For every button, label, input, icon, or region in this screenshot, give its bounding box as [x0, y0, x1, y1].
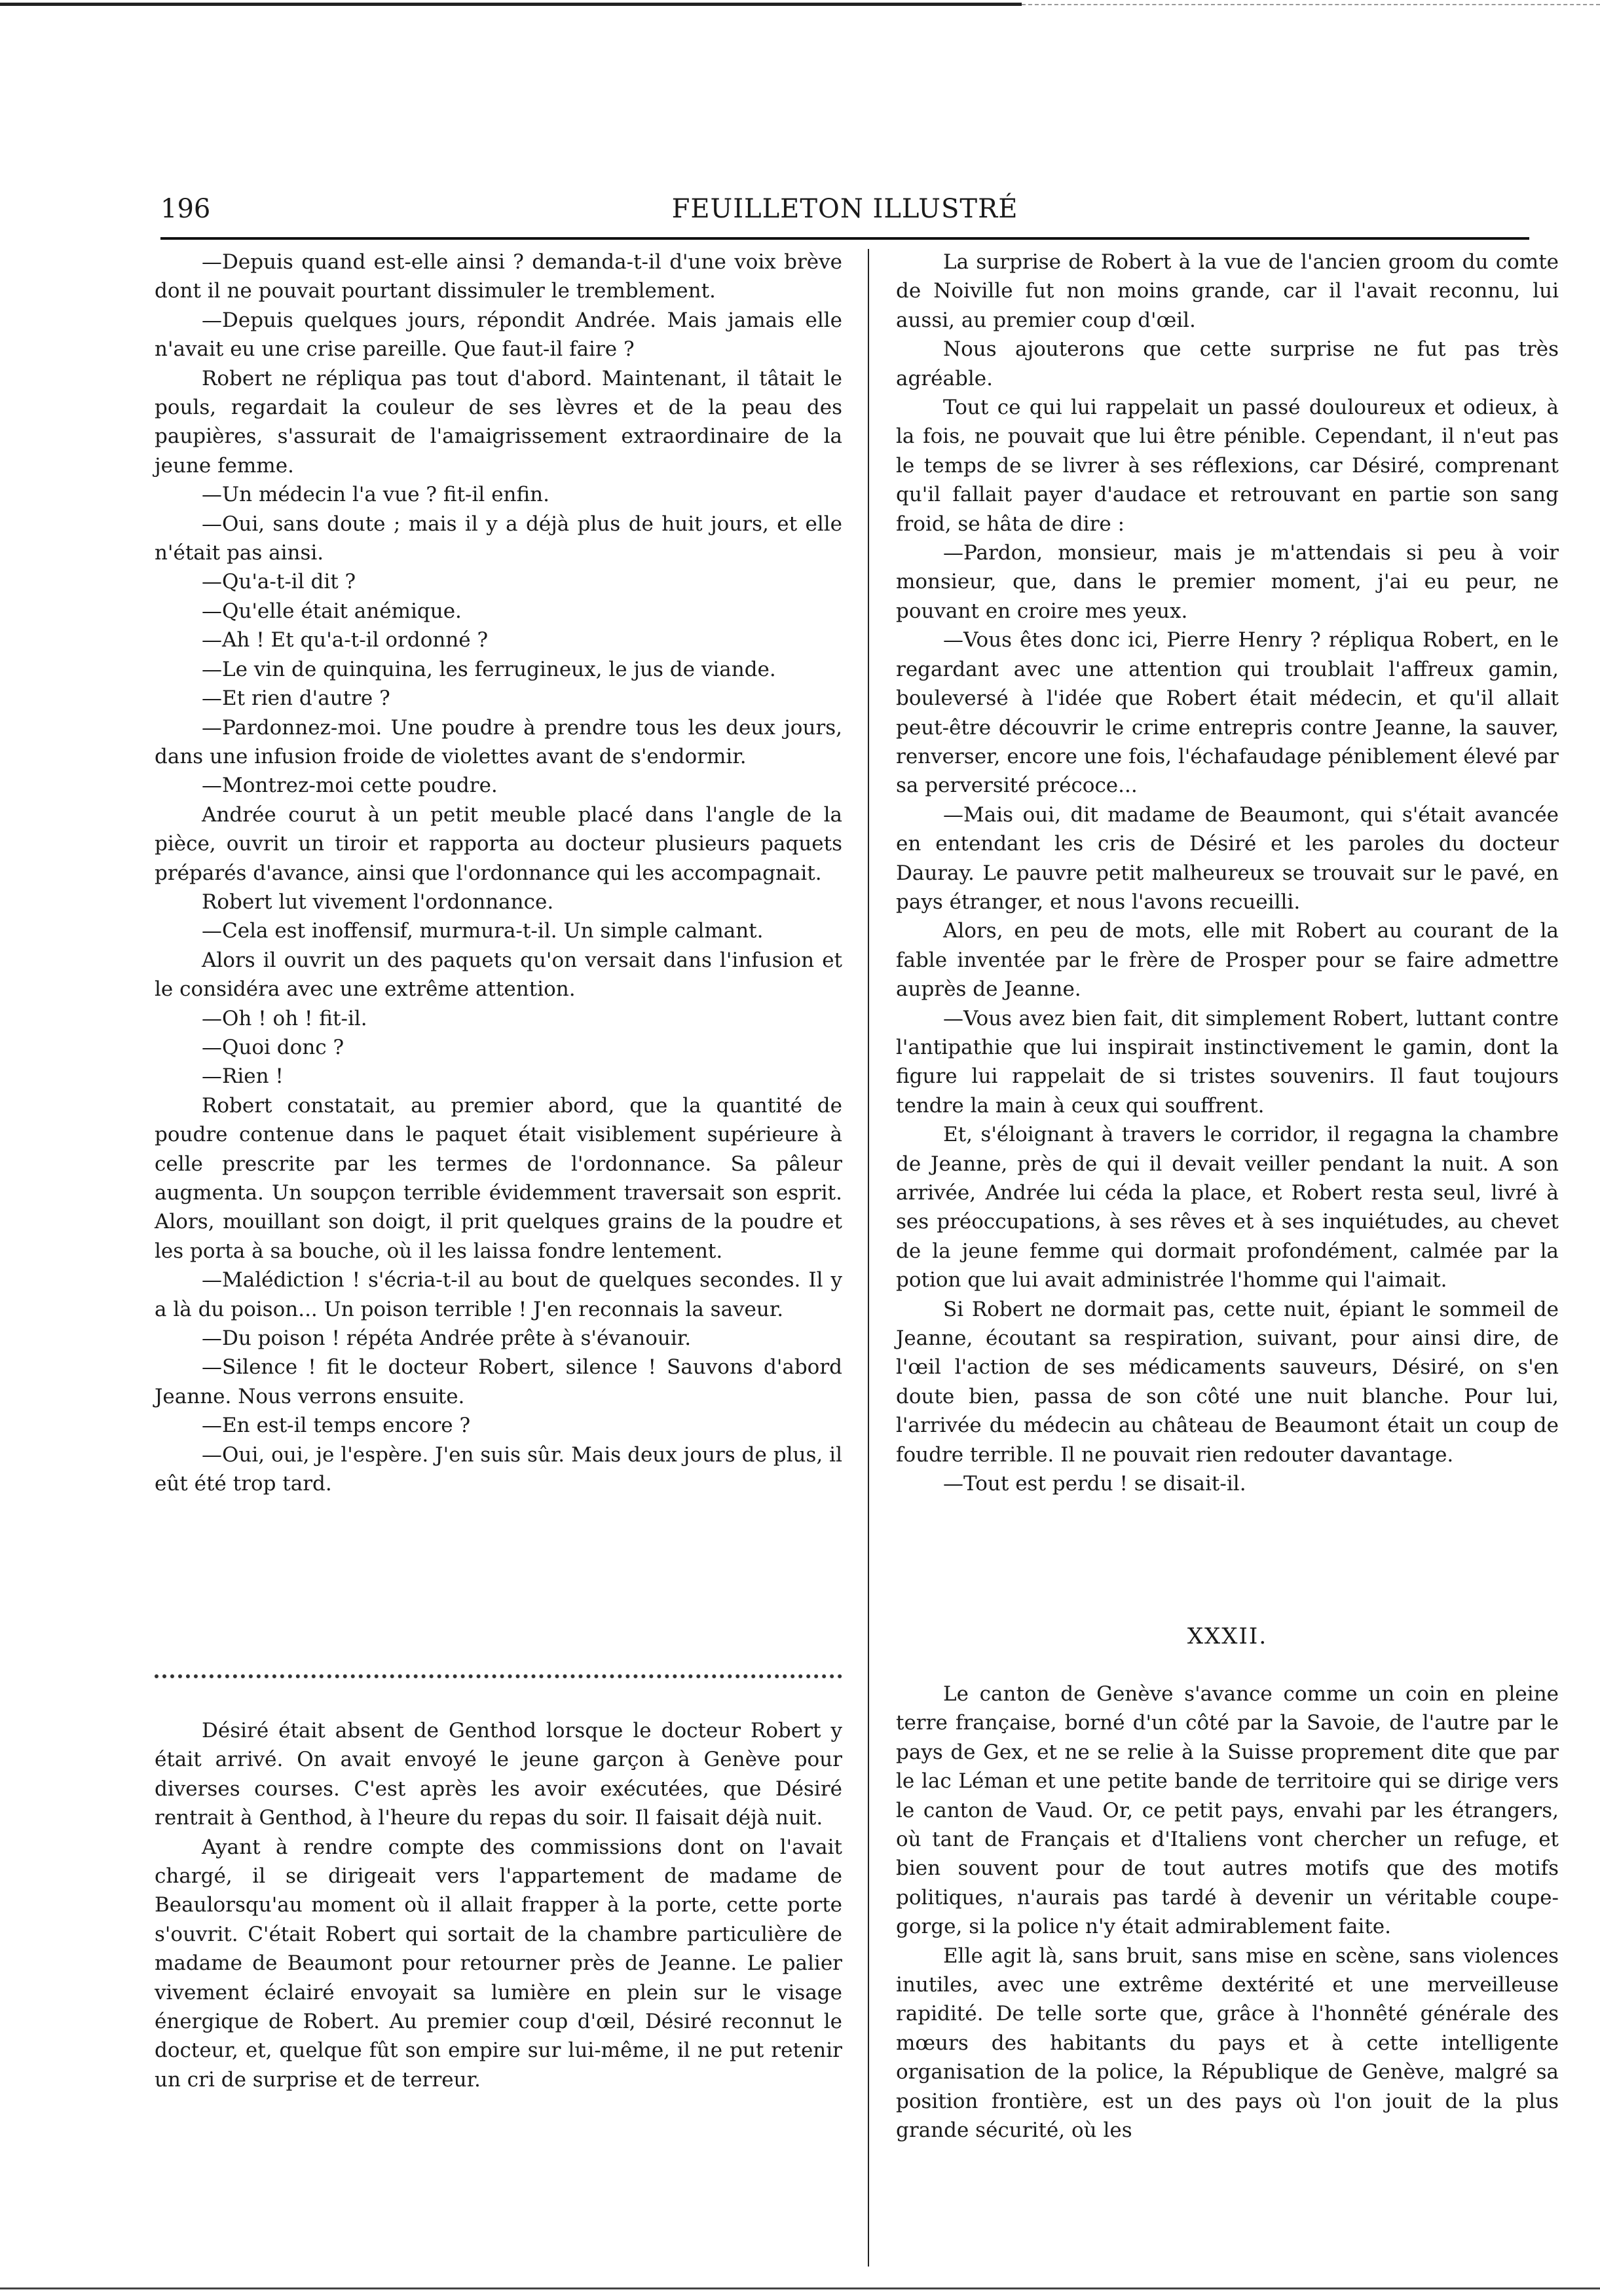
- paragraph: —Tout est perdu ! se disait-il.: [943, 1472, 1246, 1496]
- paragraph: Robert ne répliqua pas tout d'abord. Maintenant, il tâtait le pouls, regardait la couleur de ses lèvres et de la peau des paupières, s'assurait de l'amaigrissement extraordinaire de la jeune femme.: [155, 366, 842, 478]
- paragraph: Robert constatait, au premier abord, que la quantité de poudre contenue dans le paquet était visiblement supérieure à celle prescrite par les termes de l'ordonnance. Sa pâleur augmenta. Un soupçon terrible évidemment traversait son esprit. Alors, mouillant son doigt, il prit quelques grains de la poudre et les porta à sa bouche, où il les laissa fondre lentement.: [155, 1093, 842, 1263]
- paragraph: Ayant à rendre compte des commissions dont on l'avait chargé, il se dirigeait vers l'appartement de madame de Beaulorsqu'au moment où il allait frapper à la porte, cette porte s'ouvrit. C'était Robert qui sortait de la chambre particulière de madame de Beaumont pour retourner près de Jeanne. Le palier vivement éclairé envoyait sa lumière en plein sur le visage énergique de Robert. Au premier coup d'œil, Désiré reconnut le docteur, et, quelque fût son empire sur lui-même, il ne put retenir un cri de surprise et de terreur.: [155, 1835, 842, 2092]
- paragraph: —Silence ! fit le docteur Robert, silence ! Sauvons d'abord Jeanne. Nous verrons ensuite.: [155, 1355, 842, 1408]
- running-title: FEUILLETON ILLUSTRÉ: [671, 194, 1018, 224]
- chapter-heading: XXXII.: [1187, 1623, 1268, 1649]
- paragraph: —En est-il temps encore ?: [202, 1414, 471, 1438]
- paragraph: —Malédiction ! s'écria-t-il au bout de quelques secondes. Il y a là du poison... Un poison terrible ! J'en reconnais la saveur.: [155, 1268, 842, 1321]
- page-header: [160, 194, 1529, 225]
- right-column-bottom: [896, 1680, 1559, 2145]
- paragraph: Elle agit là, sans bruit, sans mise en scène, sans violences inutiles, avec une extrême dextérité et une merveilleuse rapidité. De telle sorte que, grâce à l'honnêté générale des mœurs des habitants du pays et à cette intelligente organisation de la police, la République de Genève, malgré sa position frontière, est un des pays où l'on jouit de la plus grande sécurité, où les: [896, 1944, 1559, 2143]
- paragraph: —Ah ! Et qu'a-t-il ordonné ?: [202, 628, 489, 652]
- paragraph: —Cela est inoffensif, murmura-t-il. Un simple calmant.: [202, 919, 764, 943]
- header-rule: [160, 237, 1529, 240]
- paragraph: —Rien !: [202, 1064, 284, 1089]
- paragraph: —Vous êtes donc ici, Pierre Henry ? répliqua Robert, en le regardant avec une attention qui troublait l'affreux gamin, bouleversé à l'idée que Robert était médecin, et qu'il allait peut-être découvrir le crime entrepris contre Jeanne, la sauver, renverser, encore une fois, l'échafaudage péniblement élevé par sa perversité précoce...: [896, 628, 1559, 798]
- paragraph: Tout ce qui lui rappelait un passé douloureux et odieux, à la fois, ne pouvait que lui être pénible. Cependant, il n'eut pas le temps de se livrer à ses réflexions, car Désiré, comprenant qu'il fallait payer d'audace et retrouvant en partie son sang froid, se hâta de dire :: [896, 396, 1559, 536]
- bottom-border-rule: [0, 2287, 1600, 2289]
- left-column-bottom: [155, 1716, 842, 2094]
- paragraph: —Pardonnez-moi. Une poudre à prendre tous les deux jours, dans une infusion froide de violettes avant de s'endormir.: [155, 715, 842, 768]
- left-column-top: [155, 248, 842, 1498]
- paragraph: Désiré était absent de Genthod lorsque le docteur Robert y était arrivé. On avait envoyé le jeune garçon à Genève pour diverses courses. C'est après les avoir exécutées, que Désiré rentrait à Genthod, à l'heure du repas du soir. Il faisait déjà nuit.: [155, 1719, 842, 1830]
- paragraph: —Le vin de quinquina, les ferrugineux, le jus de viande.: [202, 657, 776, 681]
- paragraph: —Pardon, monsieur, mais je m'attendais si peu à voir monsieur, que, dans le premier moment, j'ai eu peur, ne pouvant en croire mes yeux.: [896, 541, 1559, 623]
- paragraph: —Qu'a-t-il dit ?: [202, 570, 356, 594]
- paragraph: Si Robert ne dormait pas, cette nuit, épiant le sommeil de Jeanne, écoutant sa respiration, suivant, pour ainsi dire, de l'œil l'action de ses médicaments sauveurs, Désiré, on s'en doute bien, passa de son côté une nuit blanche. Pour lui, l'arrivée du médecin au château de Beaumont était un coup de foudre terrible. Il ne pouvait rien redouter davantage.: [896, 1297, 1559, 1467]
- paragraph: Robert lut vivement l'ordonnance.: [202, 890, 554, 914]
- paragraph: Alors, en peu de mots, elle mit Robert au courant de la fable inventée par le frère de Prosper pour se faire admettre auprès de Jeanne.: [896, 919, 1559, 1002]
- page-number: 196: [160, 194, 211, 224]
- paragraph: —Mais oui, dit madame de Beaumont, qui s'était avancée en entendant les cris de Désiré et les paroles du docteur Dauray. Le pauvre petit malheureux se trouvait sur le pavé, en pays étranger, et nous l'avons recueilli.: [896, 802, 1559, 914]
- paragraph: Et, s'éloignant à travers le corridor, il regagna la chambre de Jeanne, près de qui il devait veiller pendant la nuit. A son arrivée, Andrée lui céda la place, et Robert resta seul, livré à ses préoccupations, à ses rêves et à ses inquiétudes, au chevet de la jeune femme qui dormait profondément, calmée par la potion que lui avait administrée l'homme qui l'aimait.: [896, 1123, 1559, 1292]
- paragraph: —Un médecin l'a vue ? fit-il enfin.: [202, 483, 549, 507]
- paragraph: Le canton de Genève s'avance comme un coin en pleine terre française, borné d'un côté par la Savoie, de l'autre par le pays de Gex, et ne se relie à la Suisse proprement dite que par le lac Léman et une petite bande de territoire qui se dirige vers le canton de Vaud. Or, ce petit pays, envahi par les étrangers, où tant de Français et d'Italiens vont chercher un refuge, et bien souvent pour de tout autres motifs que des motifs politiques, n'aurais pas tardé à devenir un véritable coupe-gorge, si la police n'y était admirablement faite.: [896, 1682, 1559, 1939]
- paragraph: —Oh ! oh ! fit-il.: [202, 1006, 367, 1030]
- paragraph: —Oui, sans doute ; mais il y a déjà plus de huit jours, et elle n'était pas ainsi.: [155, 512, 842, 565]
- paragraph: —Depuis quelques jours, répondit Andrée. Mais jamais elle n'avait eu une crise pareille. Que faut-il faire ?: [155, 308, 842, 362]
- paragraph: Alors il ouvrit un des paquets qu'on versait dans l'infusion et le considéra avec une extrême attention.: [155, 948, 842, 1002]
- paragraph: Andrée courut à un petit meuble placé dans l'angle de la pièce, ouvrit un tiroir et rapporta au docteur plusieurs paquets préparés d'avance, ainsi que l'ordonnance qui les accompagnait.: [155, 802, 842, 885]
- paragraph: —Quoi donc ?: [202, 1035, 344, 1059]
- paragraph: —Oui, oui, je l'espère. J'en suis sûr. Mais deux jours de plus, il eût été trop tard.: [155, 1442, 842, 1496]
- right-column-top: [896, 248, 1559, 1498]
- paragraph: —Vous avez bien fait, dit simplement Robert, luttant contre l'antipathie que lui inspirait instinctivement le gamin, dont la figure lui rappelait de si tristes souvenirs. Il faut toujours tendre la main à ceux qui souffrent.: [896, 1006, 1559, 1118]
- paragraph: La surprise de Robert à la vue de l'ancien groom du comte de Noiville fut non moins grande, car il l'avait reconnu, lui aussi, au premier coup d'œil.: [896, 250, 1559, 332]
- paragraph: Nous ajouterons que cette surprise ne fut pas très agréable.: [896, 337, 1559, 390]
- column-divider: [868, 249, 869, 2267]
- section-separator-dots: [155, 1674, 842, 1678]
- paragraph: —Depuis quand est-elle ainsi ? demanda-t-il d'une voix brève dont il ne pouvait pourtant dissimuler le tremblement.: [155, 250, 842, 303]
- paragraph: —Du poison ! répéta Andrée prête à s'évanouir.: [202, 1327, 692, 1351]
- paragraph: —Et rien d'autre ?: [202, 687, 390, 711]
- paragraph: —Qu'elle était anémique.: [202, 599, 462, 623]
- top-border-rule: [0, 0, 1600, 8]
- paragraph: —Montrez-moi cette poudre.: [202, 774, 498, 798]
